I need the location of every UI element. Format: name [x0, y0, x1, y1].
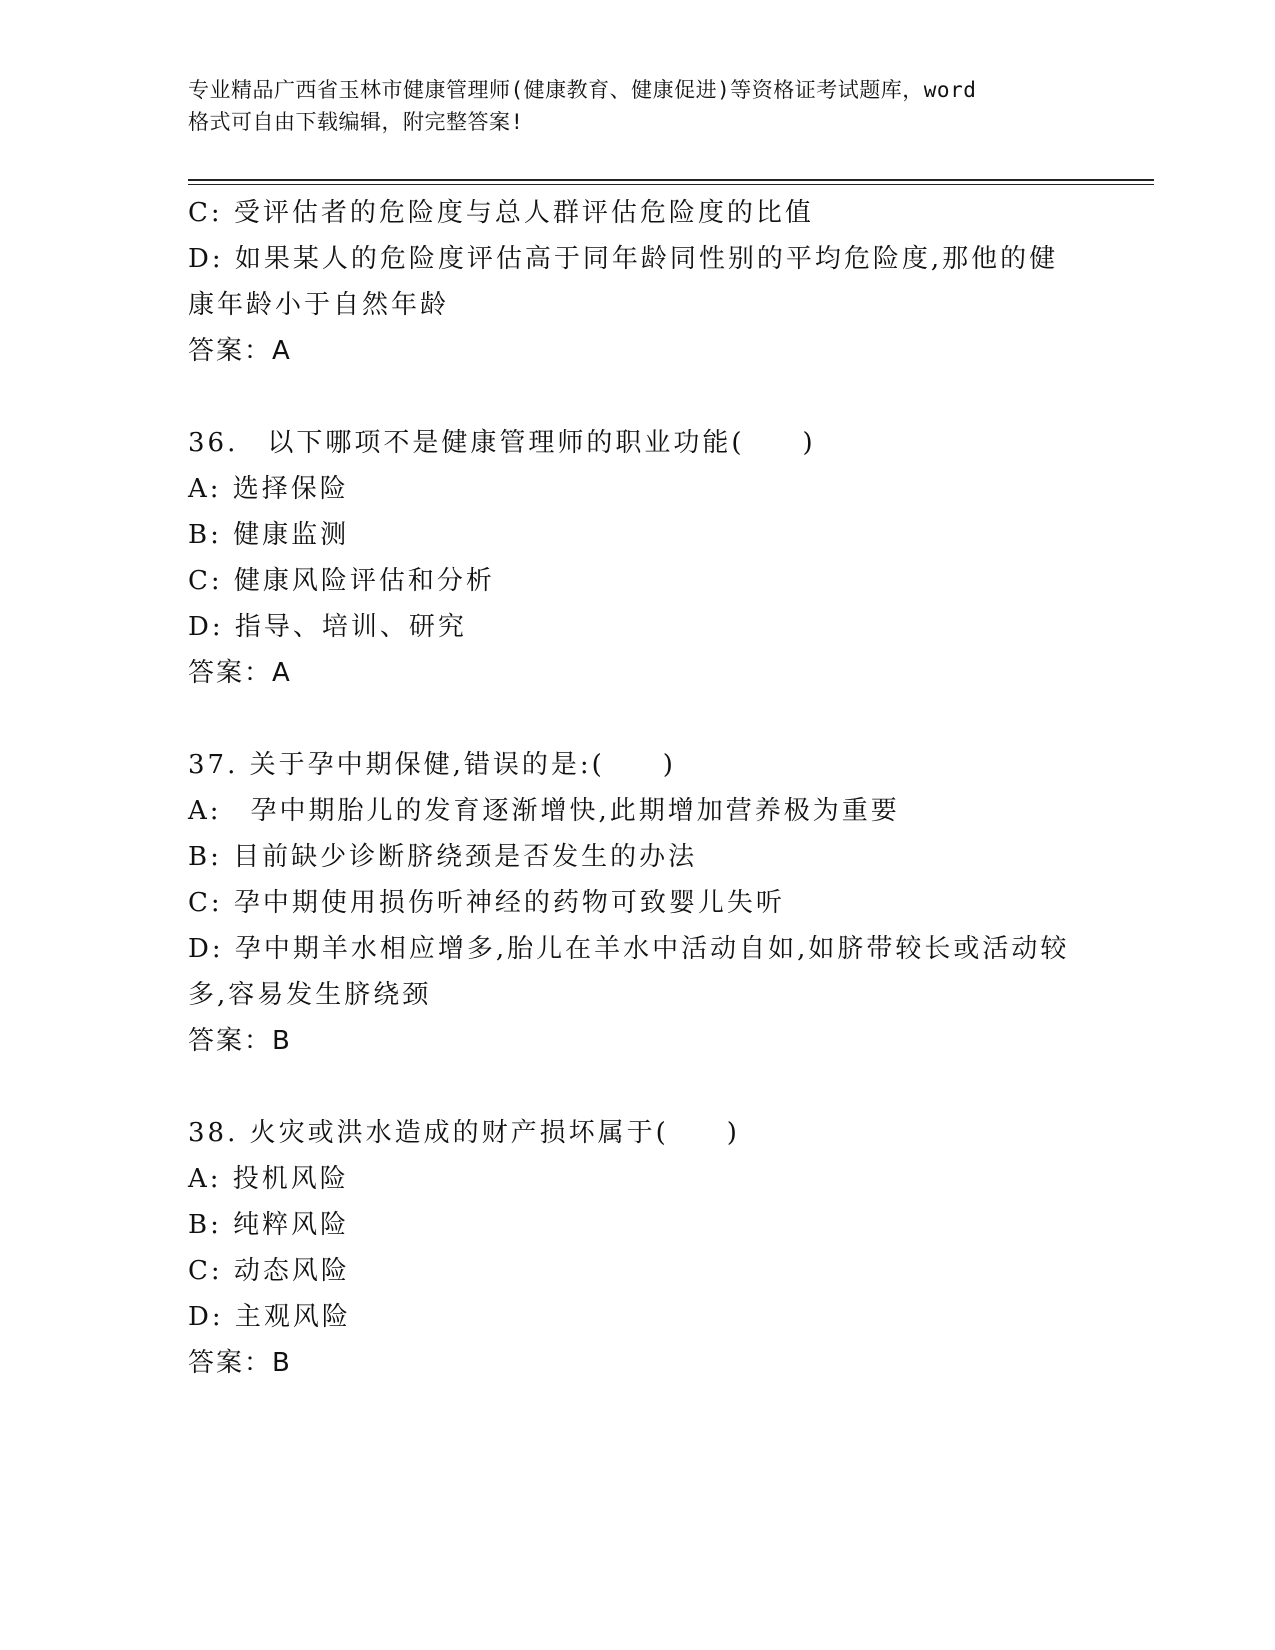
q36-option-a: A: 选择保险: [188, 474, 349, 504]
option-c-prev: C: 受评估者的危险度与总人群评估危险度的比值: [188, 198, 814, 228]
q38-option-d: D: 主观风险: [188, 1302, 351, 1332]
q36-option-c: C: 健康风险评估和分析: [188, 566, 495, 596]
q37-option-d-line2: 多,容易发生脐绕颈: [188, 980, 432, 1010]
question-38: 38. 火灾或洪水造成的财产损坏属于( ): [188, 1118, 740, 1148]
answer-prev: 答案：A: [188, 336, 292, 366]
document-header: [188, 74, 1088, 138]
q37-option-c: C: 孕中期使用损伤听神经的药物可致婴儿失听: [188, 888, 785, 918]
q38-answer: 答案：B: [188, 1348, 292, 1378]
question-36: 36. 以下哪项不是健康管理师的职业功能( ): [188, 428, 816, 458]
q37-option-b: B: 目前缺少诊断脐绕颈是否发生的办法: [188, 842, 698, 872]
q37-answer: 答案：B: [188, 1026, 292, 1056]
q37-option-a: A: 孕中期胎儿的发育逐渐增快,此期增加营养极为重要: [188, 796, 900, 826]
option-d-prev-line2: 康年龄小于自然年龄: [188, 290, 450, 320]
header-line-1: 专业精品广西省玉林市健康管理师(健康教育、健康促进)等资格证考试题库，word: [188, 78, 977, 102]
q36-option-b: B: 健康监测: [188, 520, 350, 550]
q36-answer: 答案：A: [188, 658, 292, 688]
q36-option-d: D: 指导、培训、研究: [188, 612, 467, 642]
option-d-prev-line1: D: 如果某人的危险度评估高于同年龄同性别的平均危险度,那他的健: [188, 244, 1059, 274]
q37-option-d-line1: D: 孕中期羊水相应增多,胎儿在羊水中活动自如,如脐带较长或活动较: [188, 934, 1070, 964]
question-content: [188, 190, 1108, 1386]
q38-option-a: A: 投机风险: [188, 1164, 349, 1194]
header-line-2: 格式可自由下载编辑，附完整答案!: [188, 110, 524, 134]
q38-option-c: C: 动态风险: [188, 1256, 350, 1286]
header-divider-thick: [188, 179, 1154, 181]
header-divider-thin: [188, 184, 1154, 185]
q38-option-b: B: 纯粹风险: [188, 1210, 350, 1240]
question-37: 37. 关于孕中期保健,错误的是:( ): [188, 750, 676, 780]
